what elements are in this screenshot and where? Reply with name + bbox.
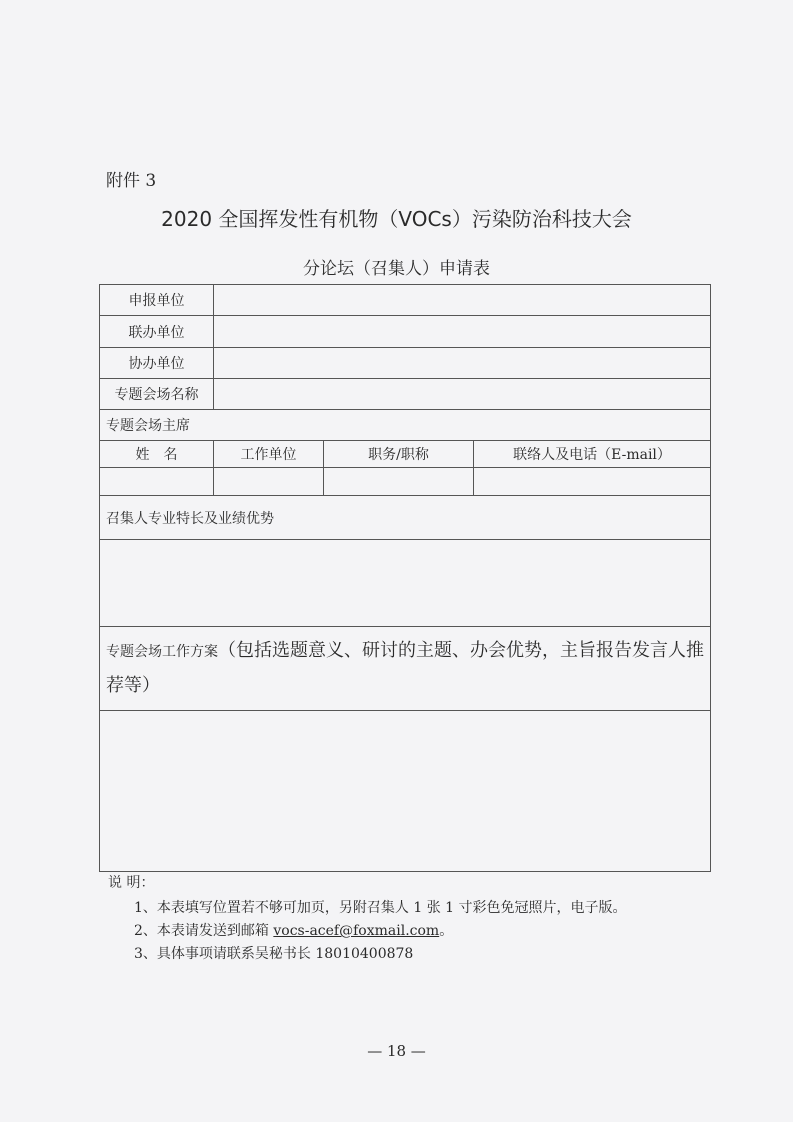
note-item-2-suffix: 。: [439, 923, 454, 939]
note-item-2-prefix: 2、本表请发送到邮箱: [134, 923, 274, 939]
co-organizer-label: 联办单位: [100, 316, 214, 348]
assisting-unit-field[interactable]: [214, 348, 711, 379]
col-contact-header: 联络人及电话（E-mail）: [474, 441, 711, 468]
work-plan-lead: 专题会场工作方案: [106, 644, 218, 660]
applicant-unit-field[interactable]: [214, 285, 711, 316]
col-name-header: 姓 名: [100, 441, 214, 468]
document-subtitle: 分论坛（召集人）申请表: [303, 259, 490, 279]
work-plan-field[interactable]: [100, 711, 711, 872]
notes-heading: 说 明：: [108, 875, 155, 891]
chair-contact-field[interactable]: [474, 468, 711, 496]
convener-strengths-field[interactable]: [100, 540, 711, 627]
document-title: 2020 全国挥发性有机物（VOCs）污染防治科技大会: [161, 207, 632, 231]
page-number: — 18 —: [367, 1042, 426, 1060]
convener-strengths-label: 召集人专业特长及业绩优势: [100, 496, 711, 540]
note-item-2: [108, 920, 627, 943]
co-organizer-field[interactable]: [214, 316, 711, 348]
chair-title-field[interactable]: [324, 468, 474, 496]
email-link[interactable]: vocs-acef@foxmail.com: [273, 923, 440, 939]
application-form-table: [99, 284, 711, 872]
notes-section: [108, 872, 627, 966]
session-name-label: 专题会场名称: [100, 379, 214, 410]
work-plan-label: [100, 627, 711, 711]
work-plan-detail: （包括选题意义、研讨的主题、办会优势，主旨报告发言人推荐等）: [106, 640, 704, 696]
col-work-unit-header: 工作单位: [214, 441, 324, 468]
attachment-label: 附件 3: [106, 171, 157, 191]
applicant-unit-label: 申报单位: [100, 285, 214, 316]
note-item-1: 1、本表填写位置若不够可加页，另附召集人 1 张 1 寸彩色免冠照片，电子版。: [134, 900, 627, 916]
col-title-header: 职务/职称: [324, 441, 474, 468]
session-name-field[interactable]: [214, 379, 711, 410]
assisting-unit-label: 协办单位: [100, 348, 214, 379]
chair-name-field[interactable]: [100, 468, 214, 496]
chair-work-unit-field[interactable]: [214, 468, 324, 496]
note-item-3: 3、具体事项请联系吴秘书长 18010400878: [134, 946, 414, 962]
session-chair-label: 专题会场主席: [100, 410, 711, 441]
